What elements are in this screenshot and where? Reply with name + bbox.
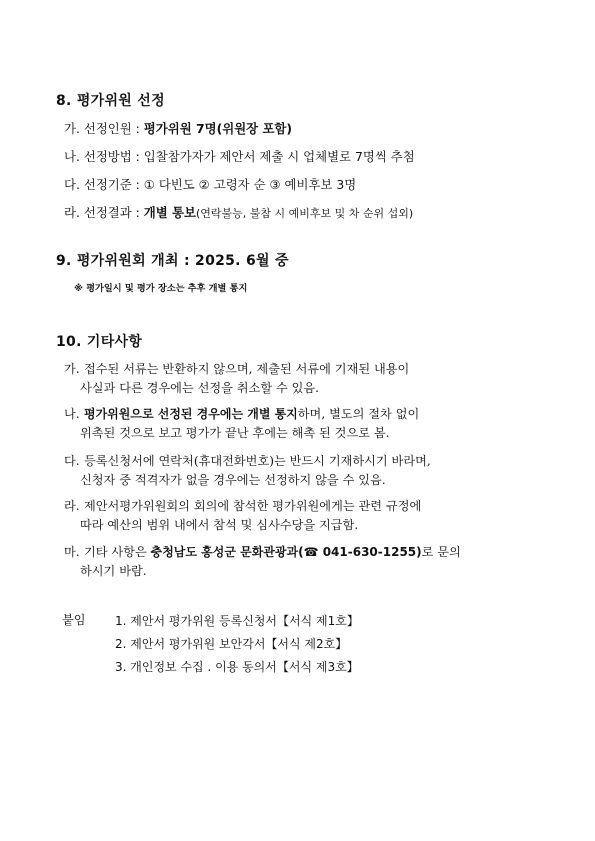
section-10-item-4 (64, 497, 542, 535)
section-10-item-3 (64, 452, 542, 490)
item-text: 평가위원 7명(위원장 포함) (143, 121, 293, 136)
item-label: 가. 선정인원 : (64, 121, 144, 136)
section-10-item-1 (64, 360, 542, 398)
item-lead: 마. (64, 545, 80, 559)
attachments-label: 붙임 (62, 613, 86, 627)
item-lead: 다. (64, 454, 80, 468)
attachment-item-1: 1. 제안서 평가위원 등록신청서【서식 제1호】 (115, 614, 359, 628)
item-line1: 등록신청서에 연락처(휴대전화번호)는 반드시 기재하시기 바라며, (84, 454, 431, 468)
section-10-heading: 10. 기타사항 (56, 334, 143, 350)
item-label: 나. 선정방법 : (64, 149, 144, 164)
section-8-item-4 (64, 203, 413, 221)
item-line2: 위촉된 것으로 보고 평가가 끝난 후에는 해촉 된 것으로 봄. (80, 426, 390, 440)
item-text: 입찰참가자가 제안서 제출 시 업체별로 7명씩 추첨 (143, 149, 415, 164)
item-line2: 하시기 바람. (80, 564, 147, 578)
section-8-heading: 8. 평가위원 선정 (56, 93, 165, 109)
attachment-item-2: 2. 제안서 평가위원 보안각서【서식 제2호】 (115, 637, 348, 651)
section-10-item-5 (64, 543, 542, 581)
attachment-item-3: 3. 개인정보 수집 . 이용 동의서【서식 제3호】 (115, 660, 359, 674)
item-line2: 신청자 중 적격자가 없을 경우에는 선정하지 않을 수 있음. (80, 473, 386, 487)
section-10-item-2 (64, 405, 542, 443)
item-line2: 따라 예산의 범위 내에서 참석 및 심사수당을 지급함. (80, 518, 359, 532)
section-9-note: ※ 평가일시 및 평가 장소는 추후 개별 통지 (74, 283, 248, 294)
item-line1-bold: 평가위원으로 선정된 경우에는 개별 통지 (84, 407, 298, 421)
item-text: 개별 통보 (143, 205, 196, 220)
item-line1: 접수된 서류는 반환하지 않으며, 제출된 서류에 기재된 내용이 (84, 362, 410, 376)
item-line1-rest: 하며, 별도의 절차 없이 (297, 407, 420, 421)
item-text: ① 다빈도 ② 고령자 순 ③ 예비후보 3명 (143, 177, 357, 192)
item-lead: 가. (64, 362, 80, 376)
item-label: 다. 선정기준 : (64, 177, 144, 192)
item-line1-pre: 기타 사항은 (84, 545, 151, 559)
item-line2: 사실과 다른 경우에는 선정을 취소할 수 있음. (80, 381, 320, 395)
item-suffix: (연락불능, 불참 시 예비후보 및 차 순위 섭외) (195, 207, 414, 220)
section-8-item-1 (64, 119, 292, 137)
section-9-heading: 9. 평가위원회 개최 : 2025. 6월 중 (56, 253, 289, 269)
item-lead: 라. (64, 499, 80, 513)
section-8-item-3 (64, 175, 356, 193)
item-line1: 제안서평가위원회의 회의에 참석한 평가위원에게는 관련 규정에 (84, 499, 422, 513)
item-line1-rest: 로 문의 (421, 545, 461, 559)
contact-info: 충청남도 홍성군 문화관광과(☎ 041-630-1255) (150, 545, 422, 559)
section-8-item-2 (64, 147, 415, 165)
item-label: 라. 선정결과 : (64, 205, 144, 220)
item-lead: 나. (64, 407, 80, 421)
